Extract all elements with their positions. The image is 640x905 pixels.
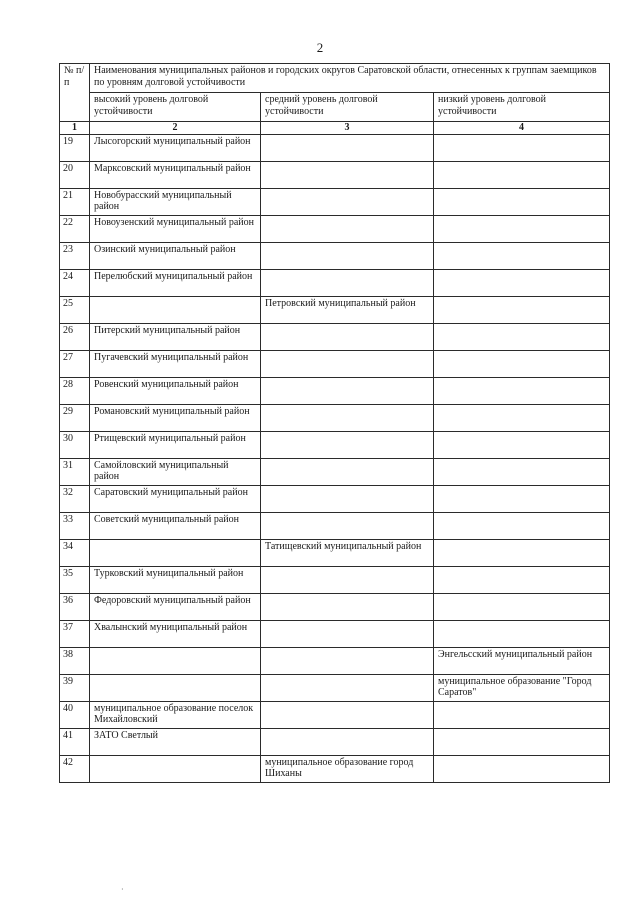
row-number-cell: 24	[60, 269, 90, 296]
high-level-cell	[90, 296, 261, 323]
table-row	[60, 215, 610, 242]
row-number-cell: 31	[60, 458, 90, 485]
high-level-cell: Ровенский муниципальный район	[90, 377, 261, 404]
row-number-cell: 38	[60, 647, 90, 674]
low-level-cell	[434, 485, 610, 512]
table-row	[60, 755, 610, 782]
mid-level-cell	[261, 323, 434, 350]
low-level-cell	[434, 458, 610, 485]
table-row	[60, 620, 610, 647]
header-high-level: высокий уровень долговой устойчивости	[90, 93, 261, 122]
table-row	[60, 404, 610, 431]
table-body	[60, 134, 610, 782]
mid-level-cell	[261, 566, 434, 593]
row-number-cell: 33	[60, 512, 90, 539]
mid-level-cell	[261, 161, 434, 188]
row-number-cell: 41	[60, 728, 90, 755]
low-level-cell	[434, 431, 610, 458]
row-number-cell: 40	[60, 701, 90, 728]
high-level-cell: Романовский муниципальный район	[90, 404, 261, 431]
low-level-cell	[434, 539, 610, 566]
row-number-cell: 30	[60, 431, 90, 458]
mid-level-cell	[261, 647, 434, 674]
row-number-cell: 19	[60, 134, 90, 161]
row-number-cell: 20	[60, 161, 90, 188]
table-row	[60, 674, 610, 701]
mid-level-cell	[261, 674, 434, 701]
low-level-cell	[434, 350, 610, 377]
mid-level-cell	[261, 728, 434, 755]
low-level-cell	[434, 215, 610, 242]
table-row	[60, 377, 610, 404]
low-level-cell	[434, 242, 610, 269]
column-index-1: 1	[60, 122, 90, 135]
header-group-title: Наименования муниципальных районов и городских округов Саратовской области, отнесенных к группам заемщиков по уровням долговой устойчивости	[90, 64, 610, 93]
high-level-cell: Лысогорский муниципальный район	[90, 134, 261, 161]
low-level-cell	[434, 404, 610, 431]
column-index-4: 4	[434, 122, 610, 135]
mid-level-cell	[261, 350, 434, 377]
low-level-cell	[434, 728, 610, 755]
table-row	[60, 242, 610, 269]
row-number-cell: 34	[60, 539, 90, 566]
row-number-cell: 26	[60, 323, 90, 350]
mid-level-cell	[261, 242, 434, 269]
mid-level-cell: муниципальное образование город Шиханы	[261, 755, 434, 782]
high-level-cell	[90, 647, 261, 674]
debt-sustainability-table	[59, 63, 610, 783]
table-row	[60, 701, 610, 728]
low-level-cell	[434, 377, 610, 404]
high-level-cell: Питерский муниципальный район	[90, 323, 261, 350]
table-row	[60, 431, 610, 458]
low-level-cell: муниципальное образование "Город Саратов"	[434, 674, 610, 701]
high-level-cell: Федоровский муниципальный район	[90, 593, 261, 620]
mid-level-cell	[261, 593, 434, 620]
mid-level-cell	[261, 485, 434, 512]
row-number-cell: 22	[60, 215, 90, 242]
low-level-cell: Энгельсский муниципальный район	[434, 647, 610, 674]
low-level-cell	[434, 269, 610, 296]
high-level-cell: Новобурасский муниципальный район	[90, 188, 261, 215]
high-level-cell: Советский муниципальный район	[90, 512, 261, 539]
high-level-cell	[90, 539, 261, 566]
low-level-cell	[434, 566, 610, 593]
table-row	[60, 269, 610, 296]
mid-level-cell: Петровский муниципальный район	[261, 296, 434, 323]
footer-mark: ·	[121, 885, 124, 894]
table-row	[60, 512, 610, 539]
page-number: 2	[316, 40, 324, 55]
row-number-cell: 37	[60, 620, 90, 647]
high-level-cell: Ртищевский муниципальный район	[90, 431, 261, 458]
mid-level-cell	[261, 701, 434, 728]
low-level-cell	[434, 512, 610, 539]
mid-level-cell	[261, 512, 434, 539]
high-level-cell: Озинский муниципальный район	[90, 242, 261, 269]
low-level-cell	[434, 620, 610, 647]
table-row	[60, 458, 610, 485]
mid-level-cell	[261, 188, 434, 215]
mid-level-cell	[261, 404, 434, 431]
table-row	[60, 161, 610, 188]
high-level-cell	[90, 755, 261, 782]
mid-level-cell	[261, 431, 434, 458]
mid-level-cell: Татищевский муниципальный район	[261, 539, 434, 566]
low-level-cell	[434, 134, 610, 161]
mid-level-cell	[261, 620, 434, 647]
high-level-cell: Перелюбский муниципальный район	[90, 269, 261, 296]
table-row	[60, 350, 610, 377]
high-level-cell: муниципальное образование поселок Михайловский	[90, 701, 261, 728]
row-number-cell: 42	[60, 755, 90, 782]
table-row	[60, 647, 610, 674]
table-row	[60, 728, 610, 755]
low-level-cell	[434, 755, 610, 782]
table-row	[60, 593, 610, 620]
mid-level-cell	[261, 269, 434, 296]
row-number-cell: 21	[60, 188, 90, 215]
row-number-cell: 23	[60, 242, 90, 269]
table-row	[60, 539, 610, 566]
header-mid-level: средний уровень долговой устойчивости	[261, 93, 434, 122]
table-row	[60, 323, 610, 350]
high-level-cell: Саратовский муниципальный район	[90, 485, 261, 512]
low-level-cell	[434, 188, 610, 215]
row-number-cell: 36	[60, 593, 90, 620]
table-row	[60, 485, 610, 512]
column-index-3: 3	[261, 122, 434, 135]
row-number-cell: 39	[60, 674, 90, 701]
header-low-level: низкий уровень долговой устойчивости	[434, 93, 610, 122]
header-row-number: № п/п	[60, 64, 90, 122]
high-level-cell	[90, 674, 261, 701]
mid-level-cell	[261, 134, 434, 161]
mid-level-cell	[261, 215, 434, 242]
row-number-cell: 28	[60, 377, 90, 404]
high-level-cell: Хвалынский муниципальный район	[90, 620, 261, 647]
table-row	[60, 566, 610, 593]
low-level-cell	[434, 701, 610, 728]
table-row	[60, 188, 610, 215]
high-level-cell: ЗАТО Светлый	[90, 728, 261, 755]
high-level-cell: Новоузенский муниципальный район	[90, 215, 261, 242]
row-number-cell: 27	[60, 350, 90, 377]
high-level-cell: Марксовский муниципальный район	[90, 161, 261, 188]
high-level-cell: Самойловский муниципальный район	[90, 458, 261, 485]
table-row	[60, 134, 610, 161]
low-level-cell	[434, 593, 610, 620]
mid-level-cell	[261, 377, 434, 404]
mid-level-cell	[261, 458, 434, 485]
high-level-cell: Пугачевский муниципальный район	[90, 350, 261, 377]
row-number-cell: 32	[60, 485, 90, 512]
row-number-cell: 29	[60, 404, 90, 431]
low-level-cell	[434, 161, 610, 188]
row-number-cell: 35	[60, 566, 90, 593]
row-number-cell: 25	[60, 296, 90, 323]
table-row	[60, 296, 610, 323]
low-level-cell	[434, 296, 610, 323]
column-index-2: 2	[90, 122, 261, 135]
low-level-cell	[434, 323, 610, 350]
high-level-cell: Турковский муниципальный район	[90, 566, 261, 593]
